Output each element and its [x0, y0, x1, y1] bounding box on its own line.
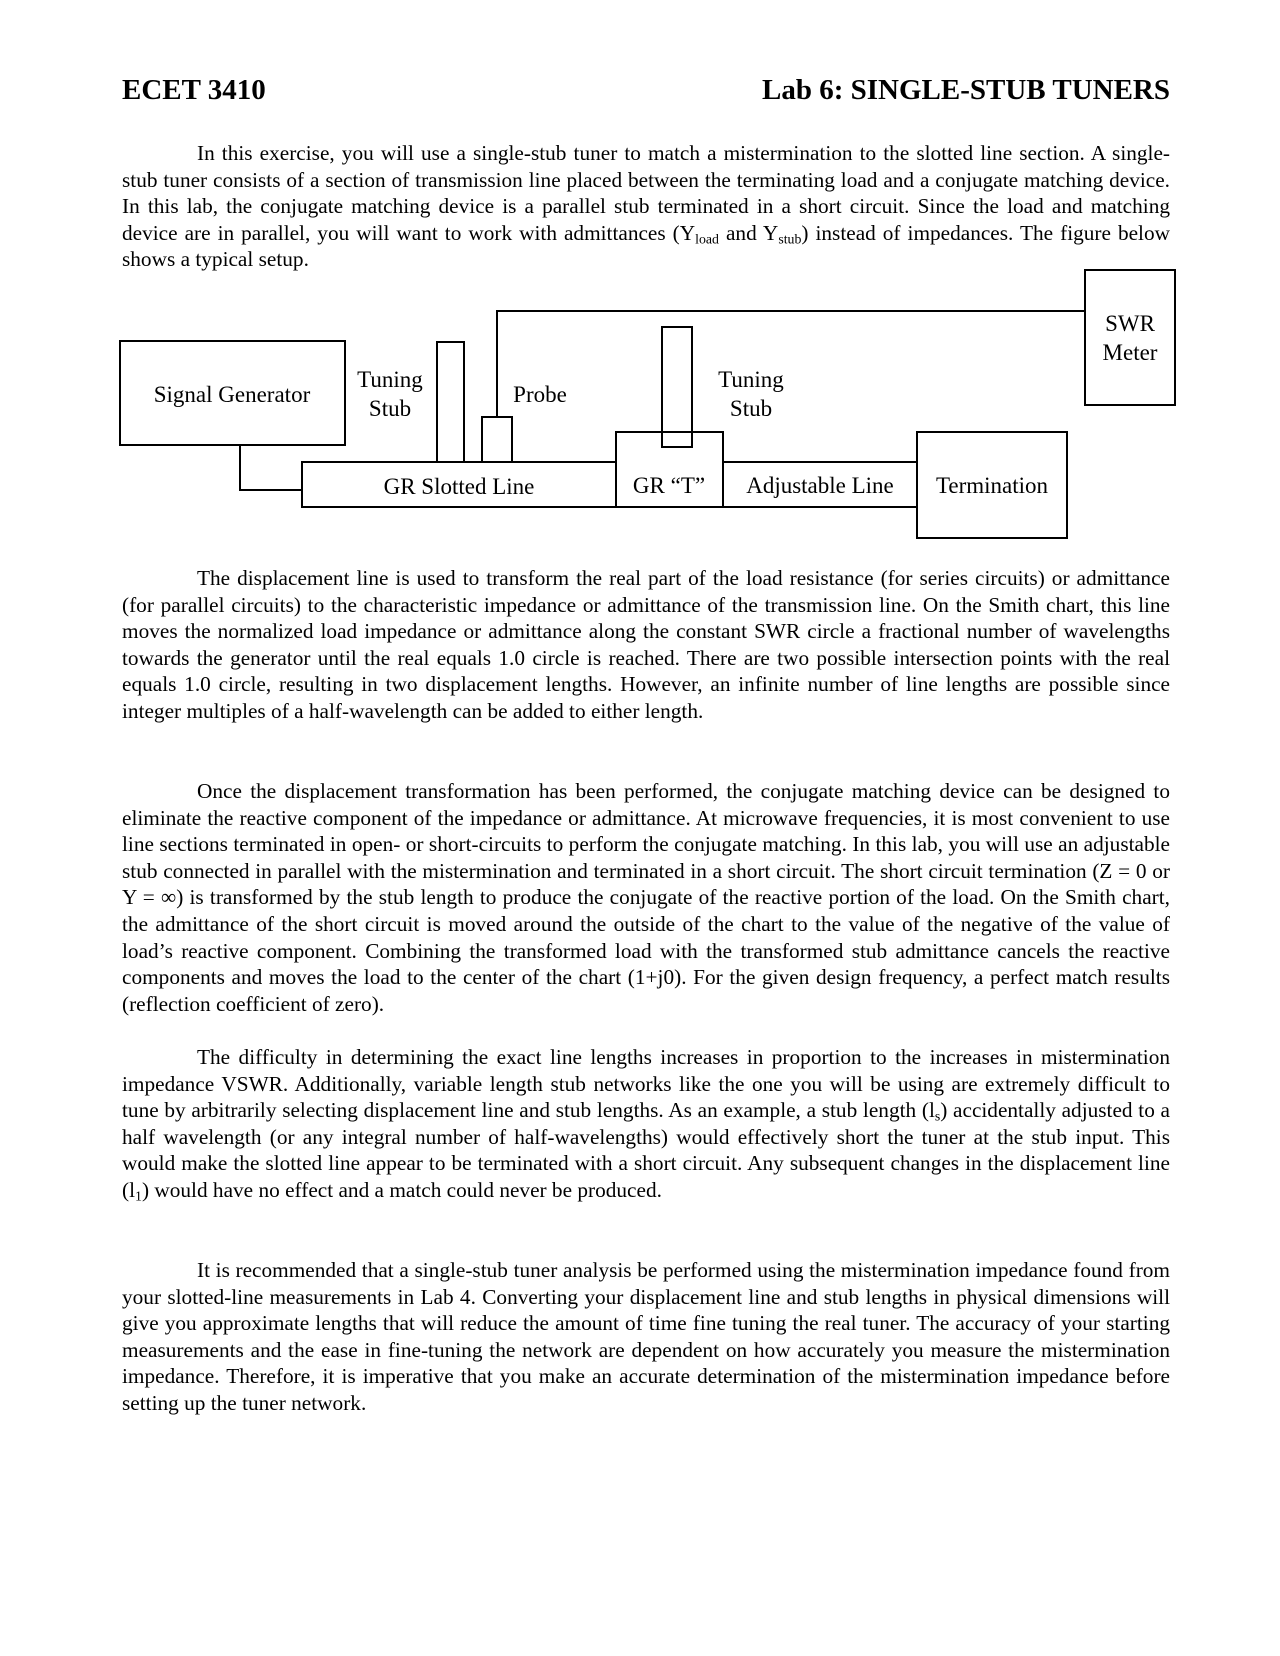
signal-generator-box — [120, 341, 345, 445]
swr-meter-box — [1085, 270, 1175, 405]
probe-label: Probe — [513, 382, 567, 407]
recommendation-paragraph: It is recommended that a single-stub tuner analysis be performed using the mistermination impedance found from your slotted-line measurements in Lab 4. Converting your displacement line and stub lengths in physical dimensions will give you approximate lengths that will reduce the amount of time fine tuning the real tuner. The accuracy of your starting measurements and the ease in fine-tuning the network are dependent on how accurately you measure the mistermination impedance. Therefore, it is imperative that you make an accurate determination of the mistermination impedance before setting up the tuner network. — [122, 1258, 1170, 1415]
signal-generator-label: Signal Generator — [153, 382, 311, 407]
intro-paragraph — [122, 140, 1170, 273]
termination-label: Termination — [935, 473, 1049, 498]
swr-meter-label-line2: Meter — [1102, 340, 1158, 365]
termination-box — [917, 432, 1067, 538]
lab-title: Lab 6: SINGLE-STUB TUNERS — [761, 74, 1170, 106]
slotted-line-label: GR Slotted Line — [383, 474, 535, 499]
page-header — [122, 74, 1170, 114]
gr-t-box — [616, 432, 723, 507]
p1-text-a: In this exercise, you will use a single-stub tuner to match a mistermination to the slotted line section. A single-stub tuner consists of a section of transmission line placed between the terminating load and a conjugate matching device. In this lab, the conjugate matching device is a parallel stub terminated in a short circuit. Since the load and matching device are in parallel, you will want to work with admittances (Y — [122, 141, 1170, 245]
swr-meter-label-line1: SWR — [1105, 311, 1155, 336]
displacement-paragraph: The displacement line is used to transform the real part of the load resistance (for series circuits) or admittance (for parallel circuits) to the characteristic impedance or admittance of the transmission line. On the Smith chart, this line moves the normalized load impedance or admittance along the constant SWR circle a fractional number of wavelengths towards the generator until the real equals 1.0 circle is reached. There are two possible intersection points with the real equals 1.0 circle, resulting in two displacement lengths. However, an infinite number of line lengths are possible since integer multiples of a half-wavelength can be added to either length. — [122, 566, 1170, 723]
slotted-line-box — [302, 462, 616, 507]
p1-text-c: ) instead of impedances. The figure below shows a typical setup. — [122, 220, 1170, 272]
p1-text-b: and Y — [718, 220, 779, 245]
right-stub-box — [662, 327, 692, 447]
right-stub-label-line1: Tuning — [718, 367, 784, 392]
p4-subscript-1: 1 — [135, 1188, 142, 1204]
right-stub-label-line2: Stub — [729, 396, 773, 421]
p4-text-c: ) would have no effect and a match could never be produced. — [141, 1177, 662, 1202]
generator-connector — [240, 445, 302, 490]
left-stub-box — [437, 342, 464, 462]
p4-subscript-s: s — [934, 1108, 941, 1124]
left-stub-label-line1: Tuning — [357, 367, 423, 392]
matching-paragraph: Once the displacement transformation has been performed, the conjugate matching device can be designed to eliminate the reactive component of the impedance or admittance. At microwave frequencies, it is most convenient to use line sections terminated in open- or short-circuits to perform the conjugate matching. In this lab, you will use an adjustable stub connected in parallel with the mistermination and terminated in a short circuit. The short circuit termination (Z = 0 or Y = ∞) is transformed by the stub length to produce the conjugate of the reactive portion of the load. On the Smith chart, the admittance of the short circuit is moved around the outside of the chart to the value of the negative of the value of load’s reactive component. Combining the transformed load with the transformed stub admittance cancels the reactive components and moves the load to the center of the chart (1+j0). For the given design frequency, a perfect match results (reflection coefficient of zero). — [122, 779, 1170, 1016]
probe-to-meter-line — [497, 311, 1085, 417]
gr-t-label: GR “T” — [632, 473, 706, 498]
adjustable-line-box — [723, 462, 917, 507]
adjustable-line-label: Adjustable Line — [746, 473, 894, 498]
probe-box — [482, 417, 512, 462]
difficulty-paragraph — [122, 1044, 1170, 1204]
p4-text-b: ) accidentally adjusted to a half wavelength (or any integral number of half-wavelengths) would effectively short the tuner at the stub input. This would make the slotted line appear to be terminated with a short circuit. Any subsequent changes in the displacement line (l — [122, 1098, 1170, 1202]
p4-text-a: The difficulty in determining the exact line lengths increases in proportion to the increases in mistermination impedance VSWR. Additionally, variable length stub networks like the one you will be using are extremely difficult to tune by arbitrarily selecting displacement line and stub lengths. As an example, a stub length (l — [122, 1045, 1170, 1123]
p1-subscript-stub: stub — [778, 231, 802, 247]
left-stub-label-line2: Stub — [368, 396, 412, 421]
p1-subscript-load: load — [695, 231, 719, 247]
course-code: ECET 3410 — [122, 74, 266, 106]
